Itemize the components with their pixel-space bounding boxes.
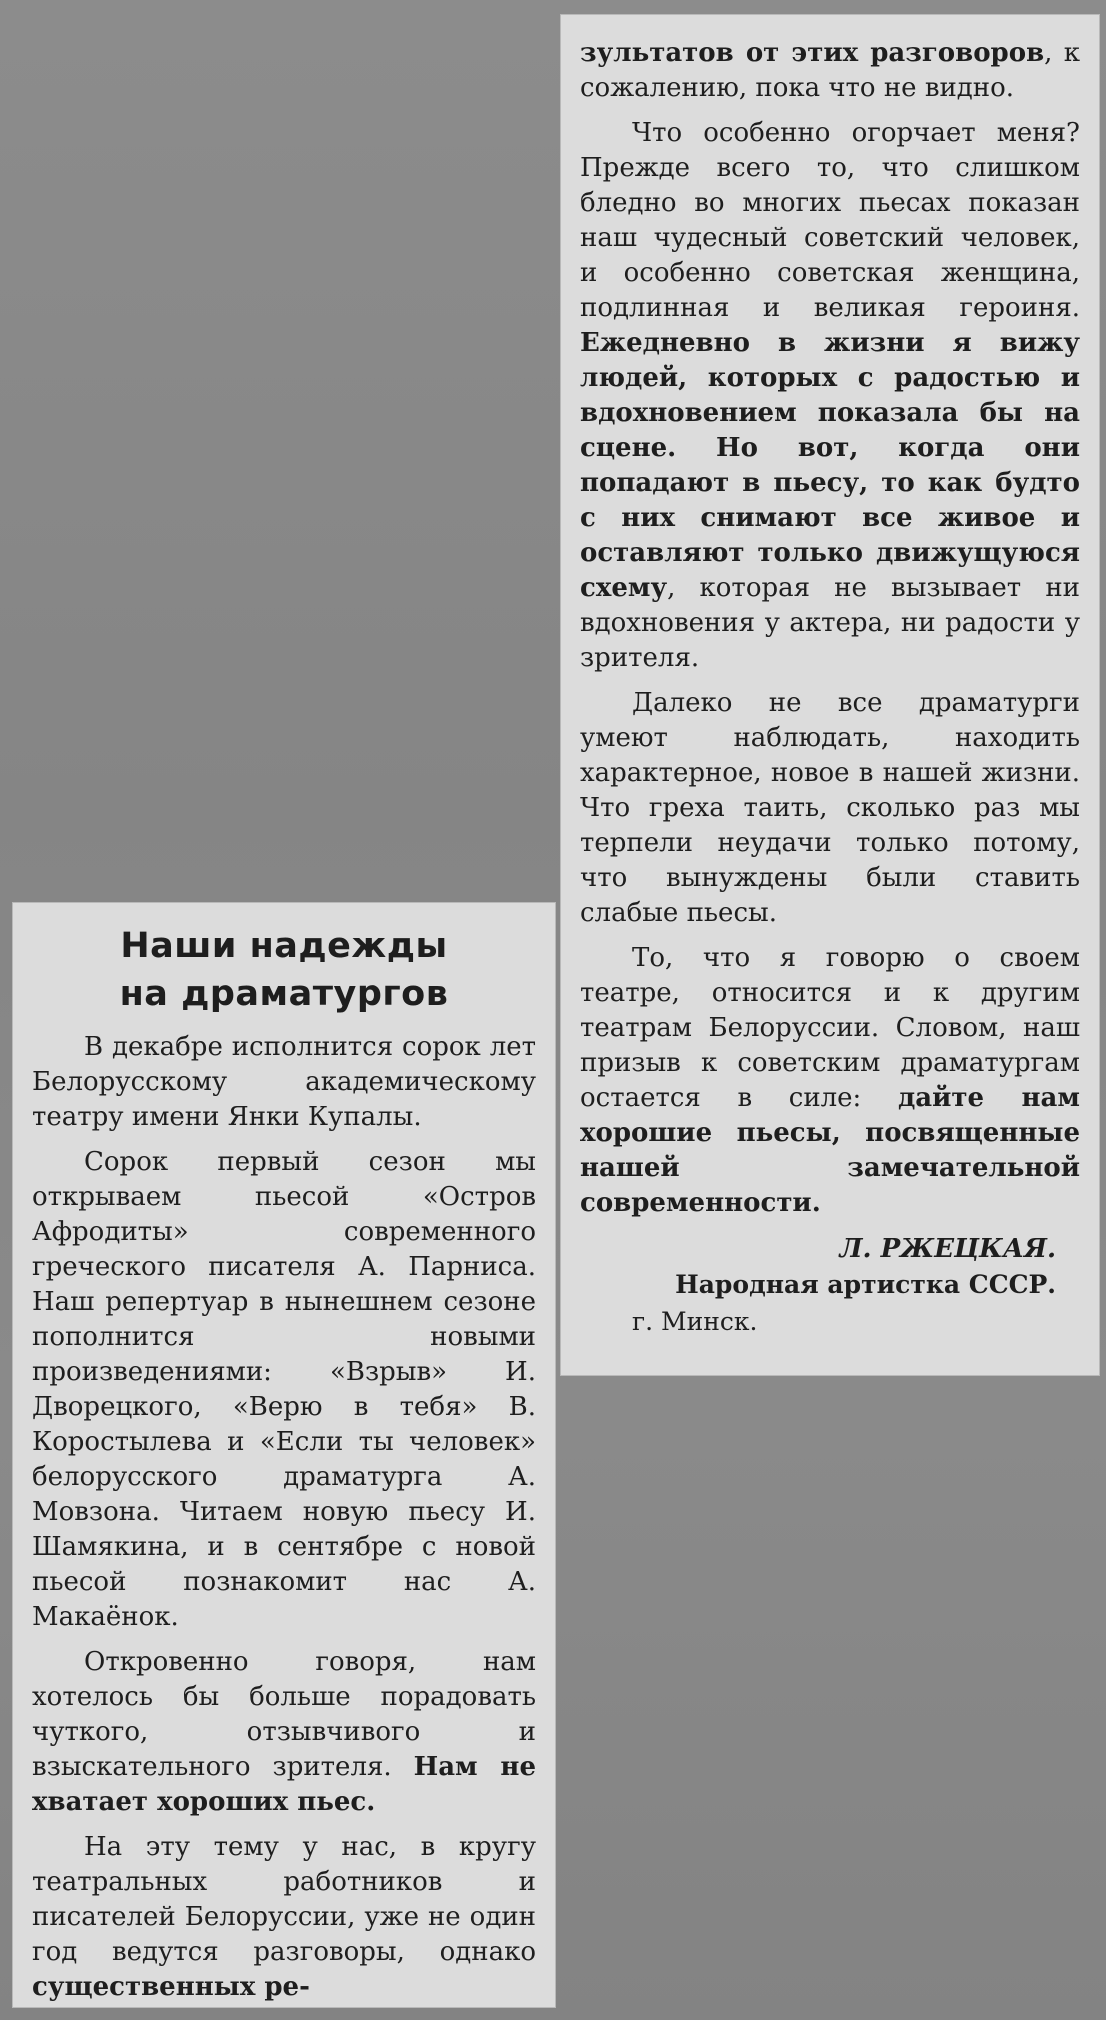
author-title: Народная артистка СССР. [675, 1270, 1056, 1299]
headline-line-1: Наши надежды [120, 926, 448, 966]
paragraph-right-4-text: То, что я говорю о своем театре, относится и к другим театрам Белоруссии. Словом, наш призыв к советским драматургам остается в силе: [580, 943, 1080, 1113]
headline-line-2: на драматургов [119, 974, 449, 1014]
paragraph-right-1-text: , к сожалению, пока что не видно. [580, 38, 1080, 103]
paragraph-left-3 [32, 1645, 536, 1820]
paragraph-right-4-bold: дайте нам хорошие пьесы, посвященные нашей замечательной современности. [580, 1083, 1080, 1218]
paragraph-left-1: В декабре исполнится сорок лет Белорусскому академическому театру имени Янки Купалы. [32, 1032, 536, 1132]
clipping-left-column [12, 902, 556, 2008]
clipping-right-column [560, 14, 1100, 1376]
paragraph-left-2: Сорок первый сезон мы открываем пьесой «Остров Афродиты» современного греческого писателя А. Парниса. Наш репертуар в нынешнем сезоне пополнится новыми произведениями: «Взрыв» И. Дворецкого, «Верю в тебя» В. Коростылева и «Если ты человек» белорусского драматурга А. Мовзона. Читаем новую пьесу И. Шамякина, и в сентябре с новой пьесой познакомит нас А. Макаёнок. [32, 1147, 536, 1632]
paragraph-right-2-text: Что особенно огорчает меня? Прежде всего то, что слишком бледно во многих пьесах показан наш чудесный советский человек, и особенно советская женщина, подлинная и великая героиня. [580, 118, 1080, 323]
author-city: г. Минск. [632, 1307, 758, 1336]
right-column-text [560, 14, 1100, 1341]
paragraph-left-4-bold: существенных ре- [32, 1972, 310, 2002]
paragraph-left-4 [32, 1830, 536, 2005]
paragraph-right-2-bold: Ежедневно в жизни я вижу людей, которых с радостью и вдохновением показала бы на сцене. Но вот, когда они попадают в пьесу, то как будто с них снимают все живое и оставляют только движущуюся схему [580, 328, 1080, 603]
article-headline [32, 922, 536, 1018]
paragraph-right-1 [580, 36, 1080, 106]
paragraph-left-3-text: Откровенно говоря, нам хотелось бы больше порадовать чуткого, отзывчивого и взыскательного зрителя. [32, 1647, 536, 1782]
paragraph-right-2-end: , которая не вызывает ни вдохновения у актера, ни радости у зрителя. [580, 573, 1080, 673]
paragraph-left-4-text: На эту тему у нас, в кругу театральных работников и писателей Белоруссии, уже не один год ведутся разговоры, однако [32, 1832, 536, 1967]
paragraph-left-3-bold: Нам не хватает хороших пьес. [32, 1752, 536, 1817]
paragraph-right-3: Далеко не все драматурги умеют наблюдать, находить характерное, новое в нашей жизни. Что греха таить, сколько раз мы терпели неудачи только потому, что вынуждены были ставить слабые пьесы. [580, 688, 1080, 928]
author-signature: Л. РЖЕЦКАЯ. [839, 1234, 1056, 1264]
paragraph-right-1-bold: зультатов от этих разговоров [580, 38, 1045, 68]
left-column-text [12, 902, 556, 2005]
paragraph-right-4 [580, 941, 1080, 1221]
paragraph-right-2 [580, 116, 1080, 676]
